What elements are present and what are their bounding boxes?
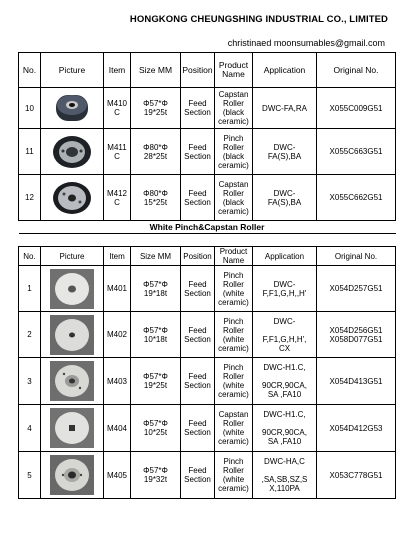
black-roller-photo	[50, 179, 94, 217]
cell-position: Feed Section	[181, 175, 215, 221]
header-item: Item	[104, 53, 131, 88]
header-product-name: Product Name	[215, 247, 253, 266]
table-row	[19, 266, 396, 312]
cell-item: M405	[104, 452, 131, 499]
cell-size: Φ57*Φ 10*18t	[131, 312, 181, 358]
table-row	[19, 312, 396, 358]
cell-picture	[41, 312, 104, 358]
table-header-row	[19, 247, 396, 266]
cell-no: 3	[19, 358, 41, 405]
cell-application: DWC-H1.C, 90CR,90CA, SA ,FA10	[253, 358, 317, 405]
cell-no: 5	[19, 452, 41, 499]
white-rollers-table	[18, 246, 396, 499]
table-row	[19, 88, 396, 129]
cell-original: X055C009G51	[317, 88, 396, 129]
cell-picture	[41, 175, 104, 221]
cell-size: Φ57*Φ 19*25t	[131, 358, 181, 405]
header-position: Position	[181, 247, 215, 266]
header-application: Application	[253, 53, 317, 88]
cell-item: M402	[104, 312, 131, 358]
header-picture: Picture	[41, 247, 104, 266]
header-no: No.	[19, 53, 41, 88]
cell-size: Φ57*Φ 19*32t	[131, 452, 181, 499]
cell-application: DWC-H1.C, 90CR,90CA, SA ,FA10	[253, 405, 317, 452]
section-title: White Pinch&Capstan Roller	[19, 221, 396, 234]
table-row	[19, 405, 396, 452]
cell-application: DWC- F,F1,G,H,H', CX	[253, 312, 317, 358]
black-rollers-table	[18, 52, 396, 234]
section-title-row	[19, 221, 396, 234]
header-position: Position	[181, 53, 215, 88]
header-item: Item	[104, 247, 131, 266]
cell-picture	[41, 266, 104, 312]
cell-position: Feed Section	[181, 405, 215, 452]
cell-product: Pinch Roller (white ceramic)	[215, 266, 253, 312]
cell-product: Pinch Roller (black ceramic)	[215, 129, 253, 175]
cell-size: Φ80*Φ 15*25t	[131, 175, 181, 221]
white-roller-photo	[50, 361, 94, 401]
cell-product: Pinch Roller (white ceramic)	[215, 452, 253, 499]
black-roller-photo	[50, 91, 94, 125]
table-row	[19, 452, 396, 499]
cell-product: Capstan Roller (white ceramic)	[215, 405, 253, 452]
header-size: Size MM	[131, 247, 181, 266]
cell-application: DWC-FA,RA	[253, 88, 317, 129]
cell-size: Φ57*Φ 19*25t	[131, 88, 181, 129]
white-roller-photo	[50, 455, 94, 495]
cell-no: 1	[19, 266, 41, 312]
cell-size: Φ57*Φ 19*18t	[131, 266, 181, 312]
cell-picture	[41, 129, 104, 175]
email-address: christinaed moonsumables@gmail.com	[227, 38, 385, 48]
cell-picture	[41, 452, 104, 499]
cell-application: DWC- F,F1,G,H,,H'	[253, 266, 317, 312]
cell-position: Feed Section	[181, 88, 215, 129]
cell-original: X054D413G51	[317, 358, 396, 405]
white-roller-photo	[50, 269, 94, 309]
header-original-no: Original No.	[317, 53, 396, 88]
cell-position: Feed Section	[181, 358, 215, 405]
white-roller-photo	[50, 408, 94, 448]
cell-position: Feed Section	[181, 452, 215, 499]
cell-no: 10	[19, 88, 41, 129]
cell-no: 11	[19, 129, 41, 175]
cell-original: X055C662G51	[317, 175, 396, 221]
header-application: Application	[253, 247, 317, 266]
cell-item: M403	[104, 358, 131, 405]
cell-item: M401	[104, 266, 131, 312]
table-row	[19, 129, 396, 175]
cell-position: Feed Section	[181, 129, 215, 175]
cell-product: Pinch Roller (white ceramic)	[215, 358, 253, 405]
cell-application: DWC-HA,C ,SA,SB,SZ,S X,110PA	[253, 452, 317, 499]
header-original-no: Original No.	[317, 247, 396, 266]
table-row	[19, 358, 396, 405]
cell-product: Capstan Roller (black ceramic)	[215, 175, 253, 221]
cell-no: 12	[19, 175, 41, 221]
cell-original: X054D257G51	[317, 266, 396, 312]
cell-item: M411C	[104, 129, 131, 175]
cell-item: M410C	[104, 88, 131, 129]
cell-picture	[41, 358, 104, 405]
cell-product: Pinch Roller (white ceramic)	[215, 312, 253, 358]
cell-original: X055C663G51	[317, 129, 396, 175]
table-header-row	[19, 53, 396, 88]
cell-size: Φ57*Φ 10*25t	[131, 405, 181, 452]
cell-original: X054D256G51 X058D077G51	[317, 312, 396, 358]
cell-position: Feed Section	[181, 312, 215, 358]
black-roller-photo	[50, 133, 94, 171]
cell-item: M412C	[104, 175, 131, 221]
cell-no: 2	[19, 312, 41, 358]
cell-position: Feed Section	[181, 266, 215, 312]
cell-application: DWC- FA(S),BA	[253, 129, 317, 175]
cell-no: 4	[19, 405, 41, 452]
header-no: No.	[19, 247, 41, 266]
cell-product: Capstan Roller (black ceramic)	[215, 88, 253, 129]
cell-original: X053C778G51	[317, 452, 396, 499]
table-row	[19, 175, 396, 221]
header-product-name: Product Name	[215, 53, 253, 88]
white-roller-photo	[50, 315, 94, 355]
cell-original: X054D412G53	[317, 405, 396, 452]
company-name: HONGKONG CHEUNGSHING INDUSTRIAL CO., LIMITED	[129, 14, 388, 25]
cell-item: M404	[104, 405, 131, 452]
cell-size: Φ80*Φ 28*25t	[131, 129, 181, 175]
cell-picture	[41, 405, 104, 452]
header-picture: Picture	[41, 53, 104, 88]
cell-picture	[41, 88, 104, 129]
cell-application: DWC- FA(S),BA	[253, 175, 317, 221]
header-size: Size MM	[131, 53, 181, 88]
